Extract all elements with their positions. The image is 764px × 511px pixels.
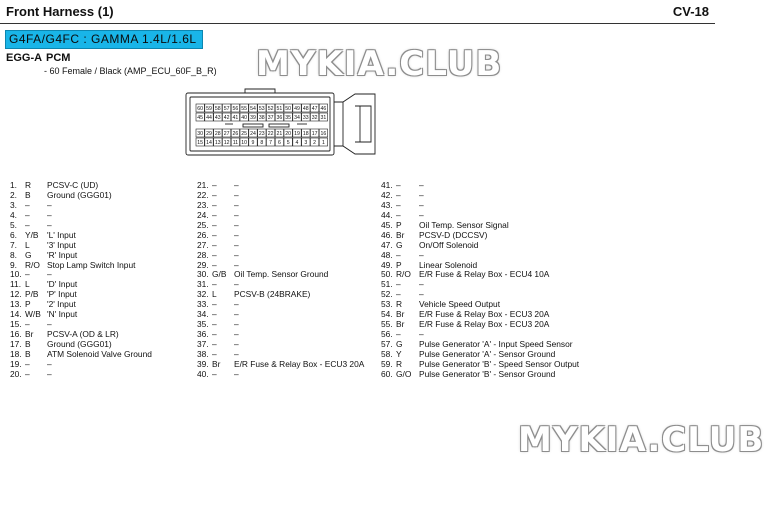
pin-row — [10, 290, 195, 300]
pin-cell-number: 17 — [311, 131, 318, 137]
pin-wire-color: G/O — [396, 368, 412, 379]
watermark-bottom: MYKIA.CLUB — [518, 420, 764, 460]
pin-cell-number: 15 — [197, 140, 204, 146]
pin-cell-number: 34 — [294, 115, 300, 121]
pin-cell-number: 28 — [214, 131, 221, 137]
pin-function: Pulse Generator 'A' - Input Speed Sensor — [419, 339, 573, 349]
pin-wire-color: Br — [396, 229, 405, 240]
pin-list-column-1 — [10, 181, 195, 380]
pin-cell-number: 50 — [285, 106, 292, 112]
pin-function: Oil Temp. Sensor Signal — [419, 219, 509, 230]
pin-row — [197, 221, 377, 231]
pin-function: 'R' Input — [47, 249, 78, 260]
pin-function: – — [47, 368, 52, 379]
pin-cell-number: 21 — [276, 131, 283, 137]
pin-cell-number: 24 — [250, 131, 256, 137]
pin-function: – — [419, 199, 424, 210]
pin-cell-number: 20 — [285, 131, 292, 137]
pin-wire-color: L — [25, 279, 30, 290]
pin-number: 25. — [197, 219, 209, 230]
pin-wire-color: – — [25, 358, 30, 369]
pin-cell-number: 41 — [232, 115, 239, 121]
pin-number: 22. — [197, 189, 209, 200]
pin-function: – — [234, 249, 239, 260]
pin-function: – — [234, 299, 239, 310]
pin-cell-number: 35 — [285, 115, 292, 121]
pin-function: – — [234, 229, 239, 240]
pin-list-column-3 — [381, 181, 581, 380]
pin-number: 24. — [197, 209, 209, 220]
pin-cell-number: 19 — [294, 131, 300, 137]
pin-wire-color: – — [396, 279, 401, 290]
pin-row — [197, 360, 377, 370]
pin-cell-number: 27 — [223, 131, 230, 137]
pin-number: 26. — [197, 229, 209, 240]
pin-cell-number: 3 — [304, 140, 308, 146]
pin-number: 33. — [197, 299, 209, 310]
pin-number: 29. — [197, 259, 209, 270]
pin-number: 12. — [10, 289, 22, 300]
pin-number: 6. — [10, 229, 17, 240]
pin-row — [381, 181, 581, 191]
pin-row — [197, 310, 377, 320]
pin-function: E/R Fuse & Relay Box - ECU4 10A — [419, 269, 550, 280]
pin-function: – — [234, 209, 239, 220]
pin-cell-number: 1 — [321, 140, 325, 146]
pin-number: 4. — [10, 209, 17, 220]
pin-function: – — [419, 329, 424, 340]
pin-wire-color: – — [212, 209, 217, 220]
pin-cell-number: 9 — [251, 140, 255, 146]
pin-function: – — [234, 368, 239, 379]
pin-wire-color: – — [25, 219, 30, 230]
pin-row — [10, 270, 195, 280]
pin-wire-color: Y/B — [25, 229, 39, 240]
pin-number: 59. — [381, 358, 393, 369]
pin-number: 28. — [197, 249, 209, 260]
pin-function: – — [234, 279, 239, 290]
pin-wire-color: W/B — [25, 309, 41, 320]
pin-cell-number: 51 — [276, 106, 283, 112]
pin-wire-color: B — [25, 189, 31, 200]
pin-wire-color: – — [396, 209, 401, 220]
pin-cell-number: 25 — [241, 131, 248, 137]
pin-wire-color: Y — [396, 348, 402, 359]
pin-row — [10, 360, 195, 370]
pin-cell-number: 29 — [206, 131, 212, 137]
page-header — [0, 0, 715, 24]
page-code: CV-18 — [672, 4, 709, 19]
pin-function: PCSV-A (OD & LR) — [47, 329, 119, 340]
pin-row — [197, 211, 377, 221]
pin-cell-number: 18 — [302, 131, 309, 137]
pin-function: – — [419, 180, 424, 190]
pin-number: 27. — [197, 239, 209, 250]
pin-row — [381, 320, 581, 330]
header-divider — [0, 23, 715, 24]
pin-function: Vehicle Speed Output — [419, 299, 501, 310]
pin-cell-number: 59 — [206, 106, 212, 112]
pin-row — [197, 181, 377, 191]
pin-number: 43. — [381, 199, 393, 210]
pin-row — [381, 201, 581, 211]
pin-function: Pulse Generator 'B' - Sensor Ground — [419, 368, 556, 379]
pin-function: – — [234, 180, 239, 190]
pin-cell-number: 37 — [267, 115, 274, 121]
pin-wire-color: R/O — [25, 259, 40, 270]
pin-wire-color: – — [396, 289, 401, 300]
pin-number: 37. — [197, 339, 209, 349]
pin-wire-color: – — [212, 279, 217, 290]
pin-function: '3' Input — [47, 239, 76, 250]
pin-wire-color: P — [25, 299, 31, 310]
pin-wire-color: – — [212, 249, 217, 260]
pin-cell-number: 23 — [258, 131, 265, 137]
pin-wire-color: Br — [25, 329, 34, 340]
pin-number: 10. — [10, 269, 22, 280]
pin-wire-color: Br — [212, 358, 221, 369]
pin-wire-color: – — [212, 368, 217, 379]
pin-function: Pulse Generator 'B' - Speed Sensor Output — [419, 358, 580, 369]
pin-cell-number: 39 — [250, 115, 256, 121]
pin-function: PCSV-C (UD) — [47, 180, 99, 190]
pin-wire-color: R — [396, 358, 403, 369]
pin-wire-color: G — [396, 239, 403, 250]
pin-cell-number: 60 — [197, 106, 204, 112]
page-title: Front Harness (1) — [6, 4, 114, 19]
pin-number: 45. — [381, 219, 393, 230]
pin-wire-color: – — [25, 368, 30, 379]
pin-wire-color: – — [212, 348, 217, 359]
pin-wire-color: – — [396, 180, 401, 190]
pin-wire-color: G/B — [212, 269, 227, 280]
pin-row — [197, 251, 377, 261]
pin-number: 31. — [197, 279, 209, 290]
pin-number: 58. — [381, 348, 393, 359]
pin-function: – — [47, 358, 52, 369]
pin-wire-color: R — [396, 299, 403, 310]
pin-function: – — [47, 319, 52, 330]
pin-function: E/R Fuse & Relay Box - ECU3 20A — [419, 319, 550, 330]
pin-function: PCSV-D (DCCSV) — [419, 229, 488, 240]
pin-wire-color: – — [396, 249, 401, 260]
pin-function: – — [234, 189, 239, 200]
pin-cell-number: 44 — [206, 115, 212, 121]
pin-number: 9. — [10, 259, 17, 270]
pin-wire-color: G — [25, 249, 32, 260]
pin-cell-number: 26 — [232, 131, 239, 137]
pin-cell-number: 11 — [232, 140, 239, 146]
pin-number: 52. — [381, 289, 393, 300]
pin-wire-color: Br — [396, 309, 405, 320]
pin-cell-number: 52 — [267, 106, 274, 112]
pin-number: 50. — [381, 269, 393, 280]
pin-cell-number: 55 — [241, 106, 248, 112]
pin-wire-color: – — [212, 229, 217, 240]
pin-row — [10, 350, 195, 360]
pin-function: PCSV-B (24BRAKE) — [234, 289, 311, 300]
pin-function: Ground (GGG01) — [47, 339, 112, 349]
pin-function: Pulse Generator 'A' - Sensor Ground — [419, 348, 556, 359]
pin-function: – — [234, 348, 239, 359]
pin-number: 36. — [197, 329, 209, 340]
pin-wire-color: – — [25, 319, 30, 330]
pin-wire-color: B — [25, 348, 31, 359]
pin-wire-color: – — [212, 319, 217, 330]
pin-function: – — [234, 329, 239, 340]
pin-row — [381, 241, 581, 251]
pin-function: On/Off Solenoid — [419, 239, 479, 250]
pin-function: – — [419, 249, 424, 260]
pin-number: 23. — [197, 199, 209, 210]
pin-wire-color: L — [25, 239, 30, 250]
pin-function: – — [419, 289, 424, 300]
pin-wire-color: – — [396, 189, 401, 200]
pin-cell-number: 22 — [267, 131, 274, 137]
pin-function: Stop Lamp Switch Input — [47, 259, 136, 270]
pin-number: 55. — [381, 319, 393, 330]
pin-grid — [196, 104, 328, 146]
pin-cell-number: 4 — [295, 140, 299, 146]
pin-number: 1. — [10, 180, 17, 190]
pin-function: – — [47, 209, 52, 220]
pin-number: 35. — [197, 319, 209, 330]
pin-wire-color: G — [396, 339, 403, 349]
pin-cell-number: 12 — [223, 140, 230, 146]
pin-row — [197, 241, 377, 251]
pin-wire-color: – — [212, 199, 217, 210]
pin-cell-number: 6 — [277, 140, 281, 146]
pin-function: 'L' Input — [47, 229, 76, 240]
pin-cell-number: 47 — [311, 106, 318, 112]
pin-cell-number: 10 — [241, 140, 248, 146]
pin-wire-color: Br — [396, 319, 405, 330]
pin-function: – — [234, 339, 239, 349]
pin-wire-color: P — [396, 219, 402, 230]
pin-function: – — [419, 279, 424, 290]
pin-number: 30. — [197, 269, 209, 280]
pin-wire-color: – — [25, 199, 30, 210]
pin-function: '2' Input — [47, 299, 76, 310]
pin-row — [197, 370, 377, 380]
pin-cell-number: 38 — [258, 115, 265, 121]
pin-row — [10, 370, 195, 380]
pin-cell-number: 32 — [311, 115, 318, 121]
pin-row — [197, 340, 377, 350]
pin-number: 32. — [197, 289, 209, 300]
pin-cell-number: 5 — [286, 140, 290, 146]
pin-row — [197, 320, 377, 330]
pin-cell-number: 53 — [258, 106, 265, 112]
pin-function: – — [234, 219, 239, 230]
pin-function: E/R Fuse & Relay Box - ECU3 20A — [234, 358, 365, 369]
pin-number: 49. — [381, 259, 393, 270]
pin-function: – — [234, 309, 239, 320]
pin-wire-color: B — [25, 339, 31, 349]
pin-number: 7. — [10, 239, 17, 250]
pin-list-column-2 — [197, 181, 377, 380]
pin-function: E/R Fuse & Relay Box - ECU3 20A — [419, 309, 550, 320]
pin-cell-number: 43 — [214, 115, 221, 121]
pin-function: 'N' Input — [47, 309, 78, 320]
pin-cell-number: 56 — [232, 106, 239, 112]
pin-cell-number: 31 — [320, 115, 327, 121]
pin-number: 19. — [10, 358, 22, 369]
pin-row — [381, 231, 581, 241]
pin-number: 47. — [381, 239, 393, 250]
pin-cell-number: 36 — [276, 115, 283, 121]
pin-wire-color: – — [212, 259, 217, 270]
pin-cell-number: 49 — [294, 106, 300, 112]
pin-number: 56. — [381, 329, 393, 340]
pin-number: 42. — [381, 189, 393, 200]
pin-cell-number: 48 — [302, 106, 309, 112]
pin-number: 11. — [10, 279, 22, 290]
pin-row — [10, 191, 195, 201]
pin-row — [197, 201, 377, 211]
pin-wire-color: – — [396, 329, 401, 340]
pin-function: Oil Temp. Sensor Ground — [234, 269, 329, 280]
pin-number: 13. — [10, 299, 22, 310]
pin-wire-color: – — [212, 339, 217, 349]
pin-cell-number: 42 — [223, 115, 230, 121]
pin-row — [10, 261, 195, 271]
pin-function: – — [234, 319, 239, 330]
pin-number: 40. — [197, 368, 209, 379]
pin-number: 2. — [10, 189, 17, 200]
pin-function: 'P' Input — [47, 289, 77, 300]
pin-number: 48. — [381, 249, 393, 260]
pin-number: 46. — [381, 229, 393, 240]
pin-cell-number: 14 — [206, 140, 212, 146]
pin-row — [381, 270, 581, 280]
pin-function: – — [419, 209, 424, 220]
pin-row — [197, 191, 377, 201]
pin-function: – — [47, 219, 52, 230]
watermark-top: MYKIA.CLUB — [256, 44, 503, 84]
pin-number: 53. — [381, 299, 393, 310]
pin-wire-color: – — [212, 180, 217, 190]
pin-function: ATM Solenoid Valve Ground — [47, 348, 152, 359]
pin-row — [381, 280, 581, 290]
pin-number: 41. — [381, 180, 393, 190]
pin-number: 20. — [10, 368, 22, 379]
pin-cell-number: 7 — [269, 140, 273, 146]
pin-cell-number: 2 — [313, 140, 317, 146]
pin-row — [381, 251, 581, 261]
pin-number: 21. — [197, 180, 209, 190]
pin-wire-color: – — [212, 219, 217, 230]
pin-number: 57. — [381, 339, 393, 349]
pin-function: Linear Solenoid — [419, 259, 478, 270]
pin-number: 14. — [10, 309, 22, 320]
connector-name: PCM — [46, 52, 71, 64]
pin-row — [197, 270, 377, 280]
pin-cell-number: 57 — [223, 106, 230, 112]
pin-cell-number: 33 — [302, 115, 309, 121]
pin-number: 39. — [197, 358, 209, 369]
pin-number: 51. — [381, 279, 393, 290]
pin-wire-color: – — [212, 329, 217, 340]
connector-id: EGG-A — [6, 52, 43, 64]
pin-cell-number: 13 — [214, 140, 221, 146]
pin-cell-number: 40 — [241, 115, 248, 121]
pin-number: 44. — [381, 209, 393, 220]
pin-wire-color: R/O — [396, 269, 411, 280]
pin-function: – — [234, 239, 239, 250]
pin-number: 17. — [10, 339, 22, 349]
pin-cell-number: 58 — [214, 106, 221, 112]
connector-face-diagram — [185, 88, 385, 160]
pin-number: 8. — [10, 249, 17, 260]
pin-row — [10, 201, 195, 211]
pin-wire-color: – — [212, 239, 217, 250]
pin-row — [10, 241, 195, 251]
pin-wire-color: R — [25, 180, 32, 190]
pin-wire-color: – — [212, 299, 217, 310]
pin-number: 54. — [381, 309, 393, 320]
pin-number: 3. — [10, 199, 17, 210]
pin-function: – — [47, 269, 52, 280]
pin-row — [10, 211, 195, 221]
pin-number: 5. — [10, 219, 17, 230]
pin-cell-number: 54 — [250, 106, 256, 112]
pin-row — [381, 191, 581, 201]
pin-wire-color: L — [212, 289, 217, 300]
pin-wire-color: – — [396, 199, 401, 210]
pin-row — [197, 290, 377, 300]
pin-cell-number: 16 — [320, 131, 327, 137]
pin-row — [197, 330, 377, 340]
pin-wire-color: – — [25, 209, 30, 220]
pin-number: 38. — [197, 348, 209, 359]
pin-row — [197, 300, 377, 310]
pin-row — [10, 231, 195, 241]
pin-cell-number: 30 — [197, 131, 204, 137]
pin-number: 18. — [10, 348, 22, 359]
pin-function: 'D' Input — [47, 279, 78, 290]
pin-number: 15. — [10, 319, 22, 330]
pin-cell-number: 46 — [320, 106, 327, 112]
pin-function: – — [234, 199, 239, 210]
pin-number: 16. — [10, 329, 22, 340]
pin-function: Ground (GGG01) — [47, 189, 112, 200]
pin-cell-number: 45 — [197, 115, 204, 121]
pin-wire-color: – — [25, 269, 30, 280]
pin-wire-color: – — [212, 309, 217, 320]
pin-row — [381, 370, 581, 380]
pin-cell-number: 8 — [260, 140, 264, 146]
pin-row — [10, 310, 195, 320]
pin-number: 34. — [197, 309, 209, 320]
pin-row — [10, 251, 195, 261]
engine-label: G4FA/G4FC : GAMMA 1.4L/1.6L — [5, 30, 203, 49]
connector-description: - 60 Female / Black (AMP_ECU_60F_B_R) — [44, 66, 217, 76]
pin-wire-color: P/B — [25, 289, 39, 300]
pin-function: – — [47, 199, 52, 210]
pin-number: 60. — [381, 368, 393, 379]
pin-function: – — [419, 189, 424, 200]
pin-function: – — [234, 259, 239, 270]
pin-row — [197, 231, 377, 241]
pin-wire-color: P — [396, 259, 402, 270]
pin-wire-color: – — [212, 189, 217, 200]
